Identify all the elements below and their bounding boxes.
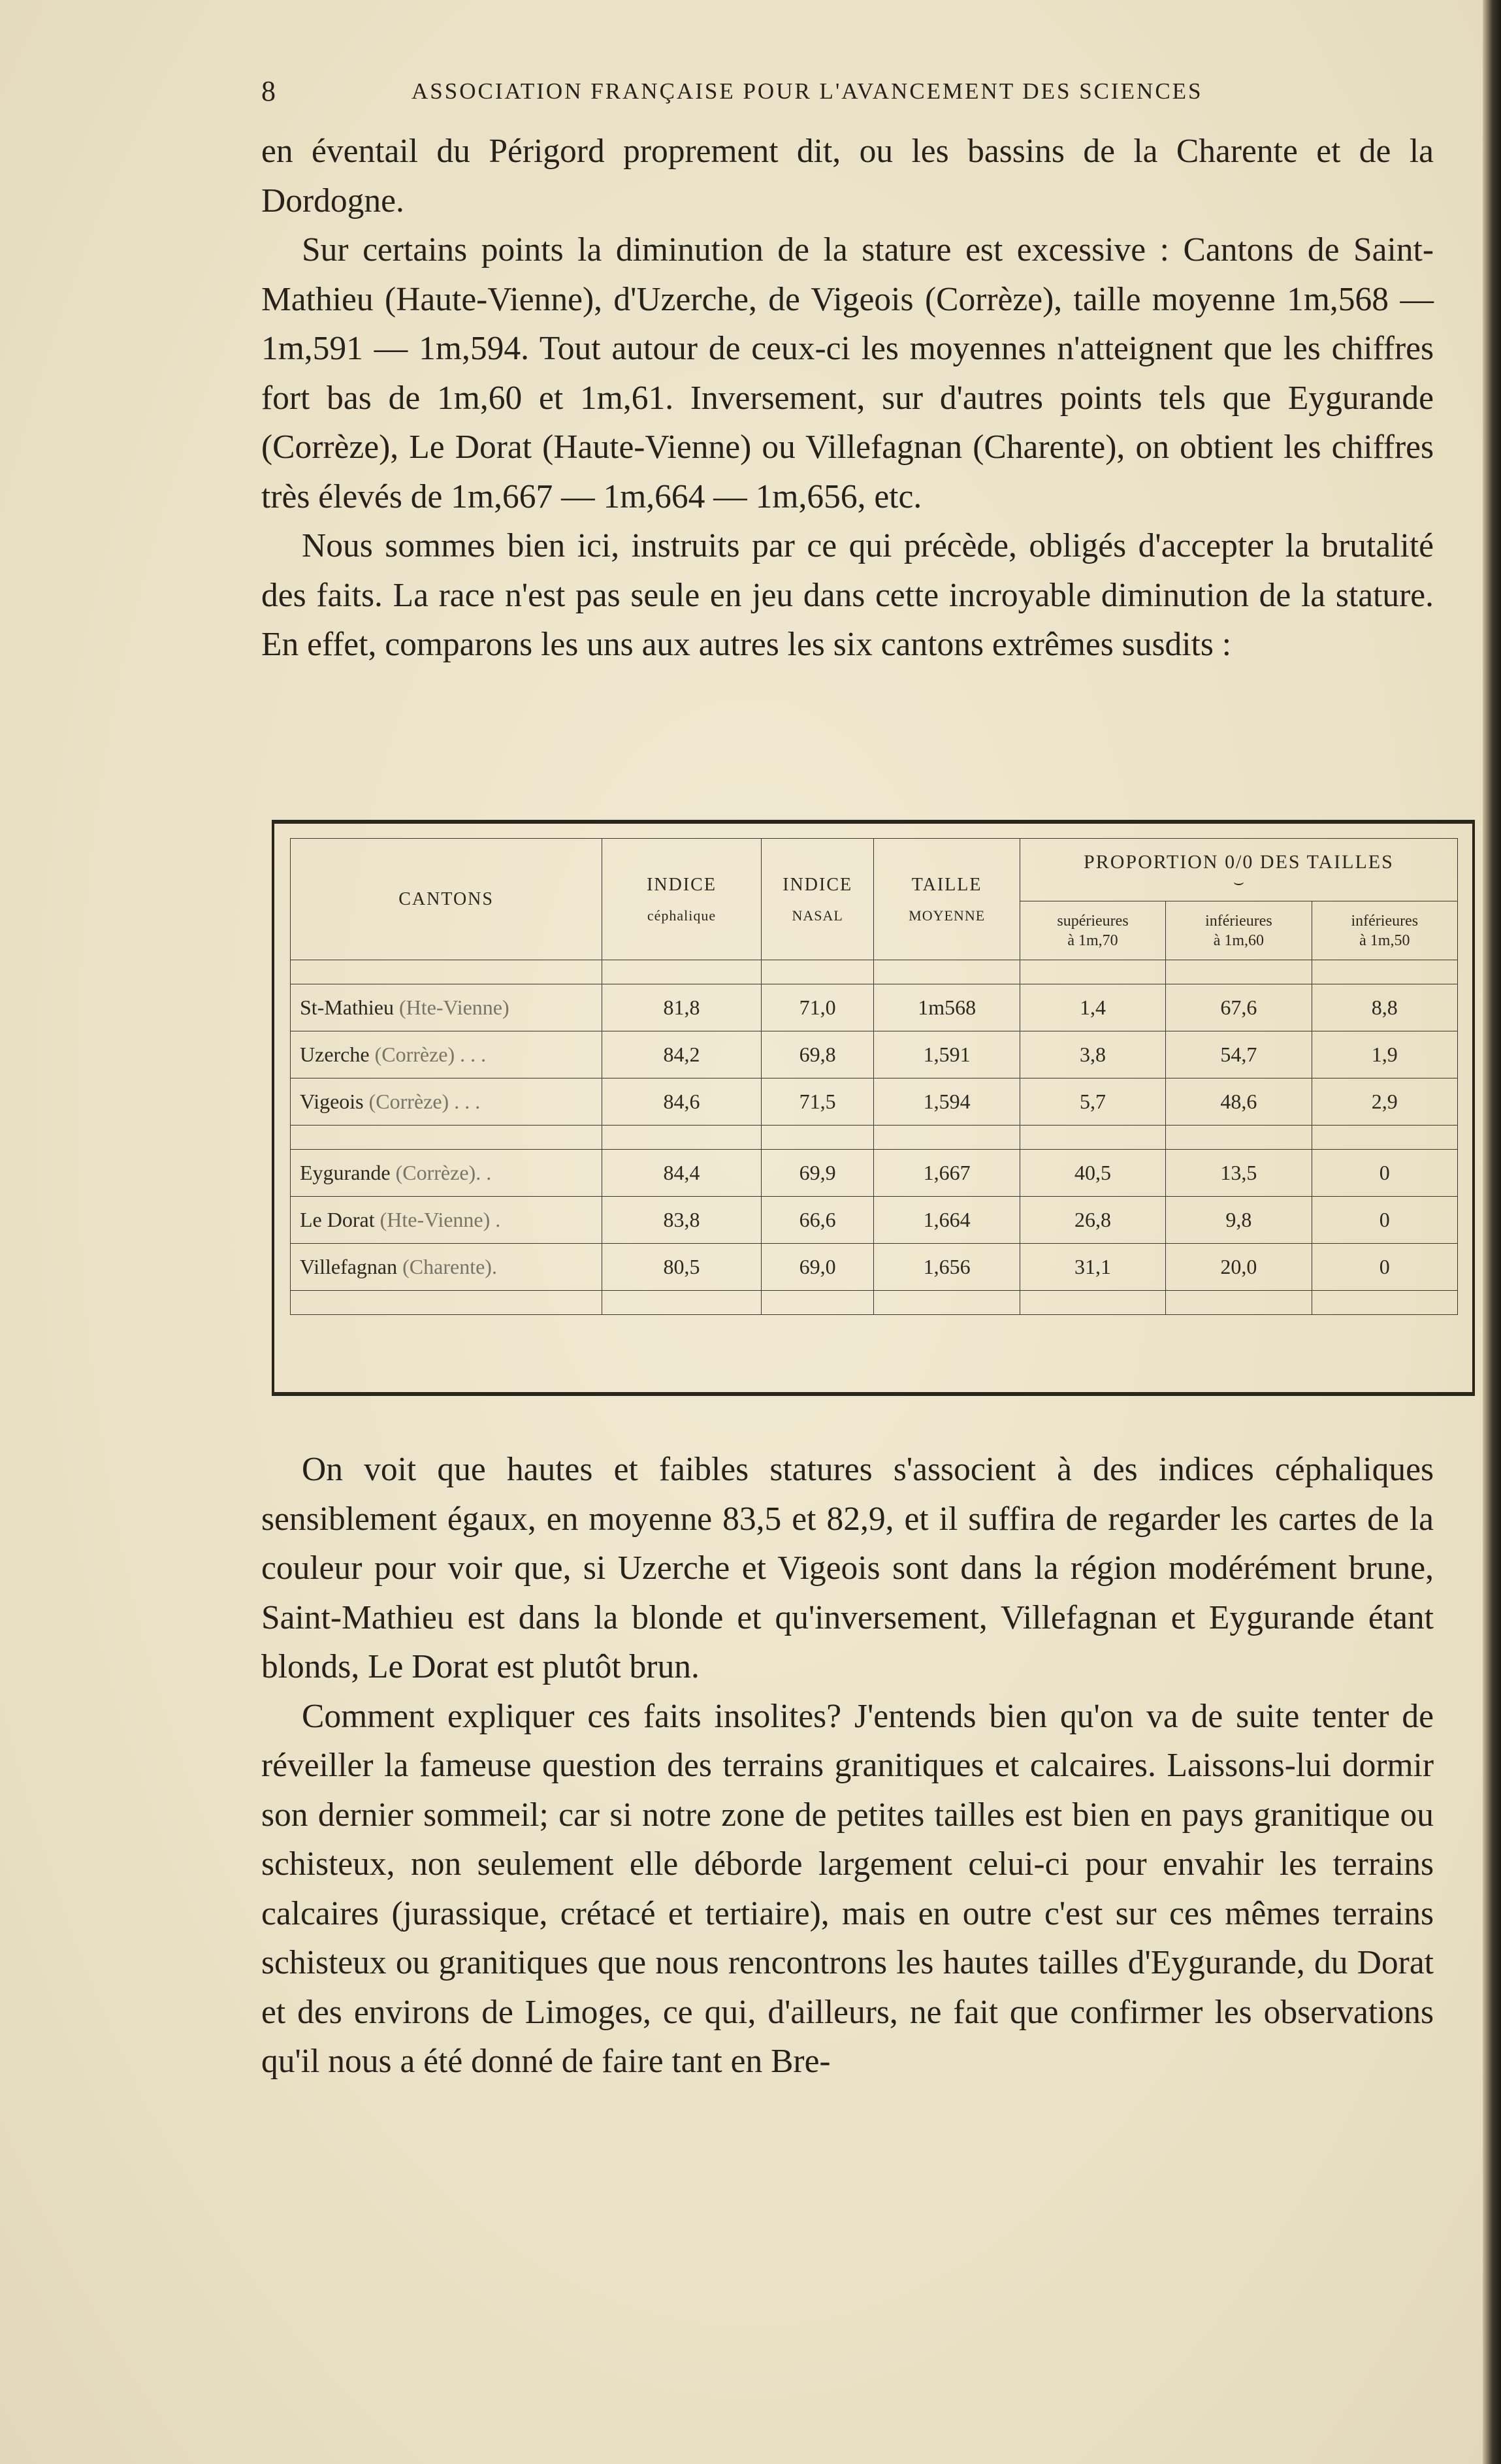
data-table-frame [272, 820, 1475, 1396]
text-block-bottom [261, 1445, 1434, 2086]
header-cantons: CANTONS [291, 839, 602, 960]
page-edge-shadow [1483, 0, 1501, 2464]
canton-name: Eygurande (Corrèze). . [291, 1150, 602, 1197]
paragraph: Sur certains points la diminution de la stature est excessive : Cantons de Saint-Mathieu (Haute-Vienne), d'Uzerche, de Vigeois (Corrèze), taille moyenne 1m,568 — 1m,591 — 1m,594. Tout autour de ceux-ci les moyennes n'atteignent que les chiffres fort bas de 1m,60 et 1m,61. Inversement, sur d'autres points tels que Eygurande (Corrèze), Le Dorat (Haute-Vienne) ou Villefagnan (Charente), on obtient les chiffres très élevés de 1m,667 — 1m,664 — 1m,656, etc. [261, 231, 1434, 515]
paragraph: Comment expliquer ces faits insolites? J'entends bien qu'on va de suite tenter de réveiller la fameuse question des terrains granitiques et calcaires. Laissons-lui dormir son dernier sommeil; car si notre zone de petites tailles est bien en pays granitique ou schisteux, non seulement elle déborde largement celui-ci pour envahir les terrains calcaires (jurassique, crétacé et tertiaire), mais en outre c'est sur ces mêmes terrains schisteux ou granitiques que nous rencontrons les hautes tailles d'Eygurande, du Dorat et des environs de Limoges, ce qui, d'ailleurs, ne fait que confirmer les observations qu'il nous a été donné de faire tant en Bre- [261, 1697, 1434, 2080]
paragraph: en éventail du Périgord proprement dit, ou les bassins de la Charente et de la Dordogne. [261, 133, 1434, 219]
running-title: ASSOCIATION FRANÇAISE POUR L'AVANCEMENT DES SCIENCES [412, 78, 1203, 104]
table-row: Uzerche (Corrèze) . . . 84,2 69,8 1,591 3,8 54,7 1,9 [291, 1031, 1458, 1078]
header-proportion: PROPORTION 0/0 DES TAILLES ⌣ [1020, 839, 1457, 901]
table-row: St-Mathieu (Hte-Vienne) 81,8 71,0 1m568 1,4 67,6 8,8 [291, 984, 1458, 1031]
paragraph: On voit que hautes et faibles statures s'associent à des indices céphaliques sensiblement égaux, en moyenne 83,5 et 82,9, et il suffira de regarder les cartes de la couleur pour voir que, si Uzerche et Vigeois sont dans la région modérément brune, Saint-Mathieu est dans la blonde et qu'inversement, Villefagnan et Eygurande étant blonds, Le Dorat est plutôt brun. [261, 1451, 1434, 1685]
page-number: 8 [261, 75, 276, 107]
header-taille-moyenne: TAILLE MOYENNE [874, 839, 1020, 960]
text-block-top [261, 127, 1434, 670]
header-inf-150: inférieures à 1m,50 [1312, 901, 1457, 960]
paragraph: Nous sommes bien ici, instruits par ce qui précède, obligés d'accepter la brutalité des faits. La race n'est pas seule en jeu dans cette incroyable diminution de la stature. En effet, comparons les uns aux autres les six cantons extrêmes susdits : [261, 527, 1434, 663]
canton-name: Le Dorat (Hte-Vienne) . [291, 1197, 602, 1244]
canton-name: St-Mathieu (Hte-Vienne) [291, 984, 602, 1031]
header-indice-nasal: INDICE NASAL [761, 839, 874, 960]
canton-name: Uzerche (Corrèze) . . . [291, 1031, 602, 1078]
canton-name: Vigeois (Corrèze) . . . [291, 1078, 602, 1126]
brace-icon: ⌣ [1233, 872, 1244, 892]
canton-name: Villefagnan (Charente). [291, 1244, 602, 1291]
table-row: Le Dorat (Hte-Vienne) . 83,8 66,6 1,664 26,8 9,8 0 [291, 1197, 1458, 1244]
header-indice-cephalique: INDICE céphalique [602, 839, 762, 960]
header-sup-170: supérieures à 1m,70 [1020, 901, 1165, 960]
page-header [261, 74, 1437, 114]
header-inf-160: inférieures à 1m,60 [1166, 901, 1312, 960]
table-row: Eygurande (Corrèze). . 84,4 69,9 1,667 40,5 13,5 0 [291, 1150, 1458, 1197]
table-row: Vigeois (Corrèze) . . . 84,6 71,5 1,594 5,7 48,6 2,9 [291, 1078, 1458, 1126]
stature-table [290, 838, 1458, 1315]
table-row: Villefagnan (Charente). 80,5 69,0 1,656 31,1 20,0 0 [291, 1244, 1458, 1291]
